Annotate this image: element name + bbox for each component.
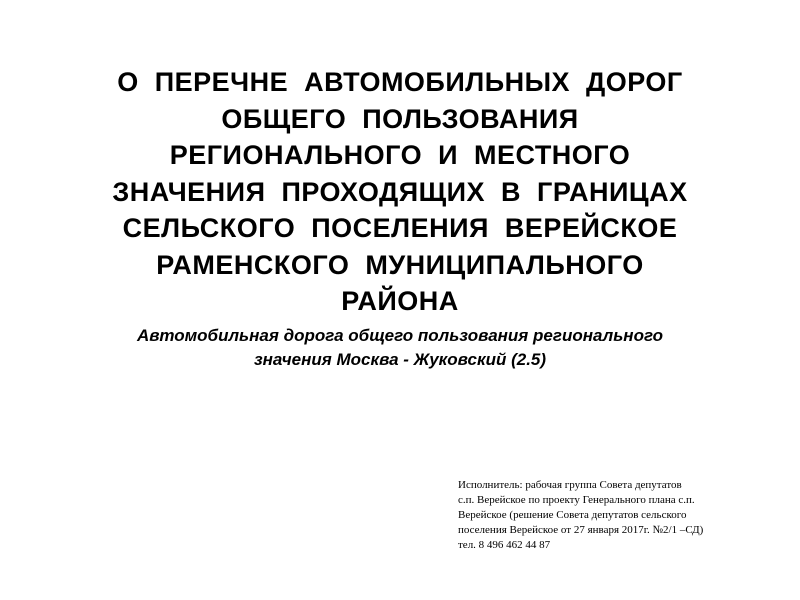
road-subtitle	[40, 324, 760, 372]
executor-line: Верейское (решение Совета депутатов сельского	[458, 509, 687, 521]
subtitle-line: Автомобильная дорога общего пользования регионального	[137, 326, 663, 345]
title-line: ОБЩЕГО ПОЛЬЗОВАНИЯ	[221, 103, 579, 134]
title-line: ЗНАЧЕНИЯ ПРОХОДЯЩИХ В ГРАНИЦАХ	[112, 176, 688, 207]
executor-note	[458, 478, 788, 553]
subtitle-line: значения Москва - Жуковский (2.5)	[253, 350, 547, 369]
title-line: РЕГИОНАЛЬНОГО И МЕСТНОГО	[169, 140, 631, 170]
title-line: О ПЕРЕЧНЕ АВТОМОБИЛЬНЫХ ДОРОГ	[117, 67, 683, 97]
executor-line: Исполнитель: рабочая группа Совета депутатов	[458, 479, 682, 491]
executor-line: поселения Верейское от 27 января 2017г. №2/1 –СД)	[458, 524, 704, 536]
executor-phone: тел. 8 496 462 44 87	[458, 539, 551, 551]
title-line: СЕЛЬСКОГО ПОСЕЛЕНИЯ ВЕРЕЙСКОЕ	[122, 213, 678, 243]
title-line: РАМЕНСКОГО МУНИЦИПАЛЬНОГО	[156, 249, 644, 280]
document-title	[40, 64, 760, 320]
title-line: РАЙОНА	[341, 286, 459, 316]
executor-line: с.п. Верейское по проекту Генерального плана с.п.	[458, 494, 695, 506]
